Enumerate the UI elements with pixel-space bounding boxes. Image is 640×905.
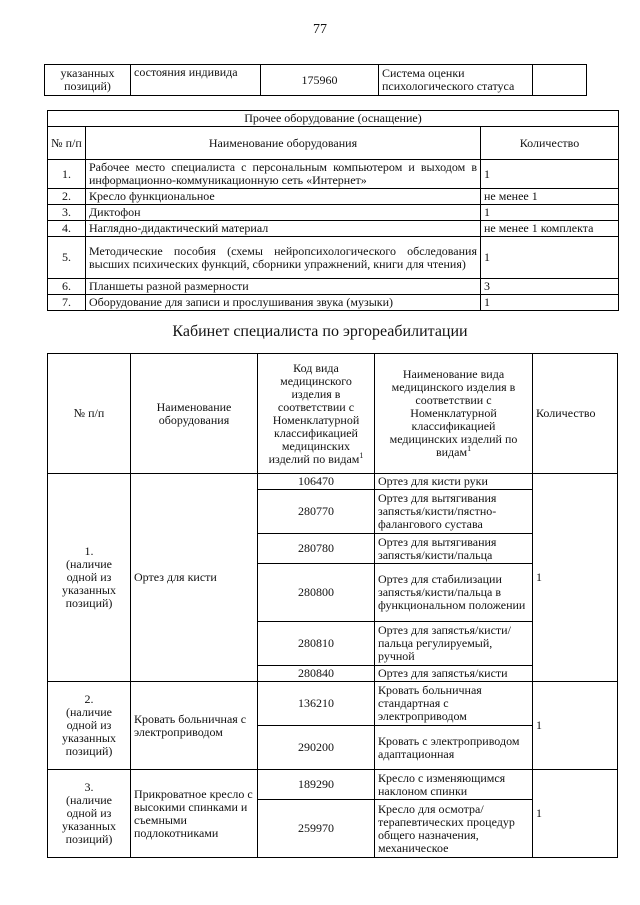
section-title: Кабинет специалиста по эргореабилитации bbox=[172, 323, 468, 340]
item-kind: Кресло с изменяющимся наклоном спинки bbox=[375, 770, 533, 800]
table-cell: указанных позиций) bbox=[45, 65, 131, 96]
header-name: Наименование оборудования bbox=[131, 354, 258, 474]
row-name: Методические пособия (схемы нейропсихологического обследования высших психических функций, сборники упражнений, книги для чтения) bbox=[86, 237, 481, 279]
group-qty: 1 bbox=[533, 682, 618, 770]
table-row bbox=[48, 221, 619, 237]
equipment-table-title: Прочее оборудование (оснащение) bbox=[48, 111, 619, 127]
table-row bbox=[48, 474, 618, 490]
row-num: 6. bbox=[48, 279, 86, 295]
header-code bbox=[258, 354, 375, 474]
row-num: 7. bbox=[48, 295, 86, 311]
item-code: 280780 bbox=[258, 534, 375, 564]
table-row bbox=[48, 237, 619, 279]
header-name: Наименование оборудования bbox=[86, 127, 481, 160]
row-name: Диктофон bbox=[86, 205, 481, 221]
item-code: 280810 bbox=[258, 622, 375, 666]
table-cell: состояния индивида bbox=[131, 65, 261, 96]
continuation-table bbox=[44, 64, 587, 96]
item-code: 136210 bbox=[258, 682, 375, 726]
table-row bbox=[45, 65, 587, 96]
header-qty: Количество bbox=[481, 127, 619, 160]
row-num: 3. bbox=[48, 205, 86, 221]
row-num: 4. bbox=[48, 221, 86, 237]
row-qty: 1 bbox=[481, 160, 619, 189]
row-qty: 1 bbox=[481, 205, 619, 221]
group-name: Кровать больничная с электроприводом bbox=[131, 682, 258, 770]
header-code-text: Код вида медицинского изделия в соответствии с Номенклатурной классификацией медицинских изделий по видам bbox=[268, 360, 360, 466]
header-kind bbox=[375, 354, 533, 474]
item-code: 290200 bbox=[258, 726, 375, 770]
row-name: Планшеты разной размерности bbox=[86, 279, 481, 295]
item-kind: Кровать больничная стандартная с электроприводом bbox=[375, 682, 533, 726]
table-row bbox=[48, 189, 619, 205]
row-name: Рабочее место специалиста с персональным компьютером и выходом в информационно-коммуникационную сеть «Интернет» bbox=[86, 160, 481, 189]
row-qty: 3 bbox=[481, 279, 619, 295]
row-qty: не менее 1 bbox=[481, 189, 619, 205]
footnote-mark: 1 bbox=[467, 444, 472, 453]
group-qty: 1 bbox=[533, 474, 618, 682]
row-name: Наглядно-дидактический материал bbox=[86, 221, 481, 237]
group-qty: 1 bbox=[533, 770, 618, 858]
footnote-mark: 1 bbox=[359, 450, 364, 460]
row-qty: 1 bbox=[481, 237, 619, 279]
item-kind: Ортез для вытягивания запястья/кисти/пястно-фалангового сустава bbox=[375, 490, 533, 534]
row-num: 5. bbox=[48, 237, 86, 279]
row-num: 2. bbox=[48, 189, 86, 205]
table-cell bbox=[533, 65, 587, 96]
item-code: 280840 bbox=[258, 666, 375, 682]
row-qty: не менее 1 комплекта bbox=[481, 221, 619, 237]
item-kind: Ортез для запястья/кисти/пальца регулируемый, ручной bbox=[375, 622, 533, 666]
page-number: 77 bbox=[313, 22, 327, 37]
item-kind: Ортез для кисти руки bbox=[375, 474, 533, 490]
table-cell: 175960 bbox=[261, 65, 379, 96]
equipment-table bbox=[47, 110, 619, 311]
table-header-row bbox=[48, 354, 618, 474]
item-code: 106470 bbox=[258, 474, 375, 490]
item-kind: Ортез для запястья/кисти bbox=[375, 666, 533, 682]
table-row bbox=[48, 279, 619, 295]
table-row bbox=[48, 770, 618, 800]
item-code: 280800 bbox=[258, 564, 375, 622]
item-kind: Кровать с электроприводом адаптационная bbox=[375, 726, 533, 770]
table-title-row bbox=[48, 111, 619, 127]
header-kind-text: Наименование вида медицинского изделия в соответствии с Номенклатурной классификацией медицинских изделий по видам bbox=[389, 367, 518, 459]
ergo-table bbox=[47, 353, 618, 858]
table-row bbox=[48, 160, 619, 189]
row-qty: 1 bbox=[481, 295, 619, 311]
group-num: 2. (наличие одной из указанных позиций) bbox=[48, 682, 131, 770]
row-name: Кресло функциональное bbox=[86, 189, 481, 205]
table-row bbox=[48, 682, 618, 726]
table-row bbox=[48, 205, 619, 221]
row-name: Оборудование для записи и прослушивания звука (музыки) bbox=[86, 295, 481, 311]
table-header-row bbox=[48, 127, 619, 160]
item-kind: Ортез для вытягивания запястья/кисти/пальца bbox=[375, 534, 533, 564]
item-code: 189290 bbox=[258, 770, 375, 800]
group-num: 1. (наличие одной из указанных позиций) bbox=[48, 474, 131, 682]
group-num: 3. (наличие одной из указанных позиций) bbox=[48, 770, 131, 858]
header-num: № п/п bbox=[48, 354, 131, 474]
item-kind: Кресло для осмотра/терапевтических процедур общего назначения, механическое bbox=[375, 800, 533, 858]
item-code: 280770 bbox=[258, 490, 375, 534]
table-row bbox=[48, 295, 619, 311]
header-qty: Количество bbox=[533, 354, 618, 474]
item-kind: Ортез для стабилизации запястья/кисти/пальца в функциональном положении bbox=[375, 564, 533, 622]
item-code: 259970 bbox=[258, 800, 375, 858]
table-cell: Система оценки психологического статуса bbox=[379, 65, 533, 96]
row-num: 1. bbox=[48, 160, 86, 189]
header-num: № п/п bbox=[48, 127, 86, 160]
group-name: Прикроватное кресло с высокими спинками и съемными подлокотниками bbox=[131, 770, 258, 858]
group-name: Ортез для кисти bbox=[131, 474, 258, 682]
